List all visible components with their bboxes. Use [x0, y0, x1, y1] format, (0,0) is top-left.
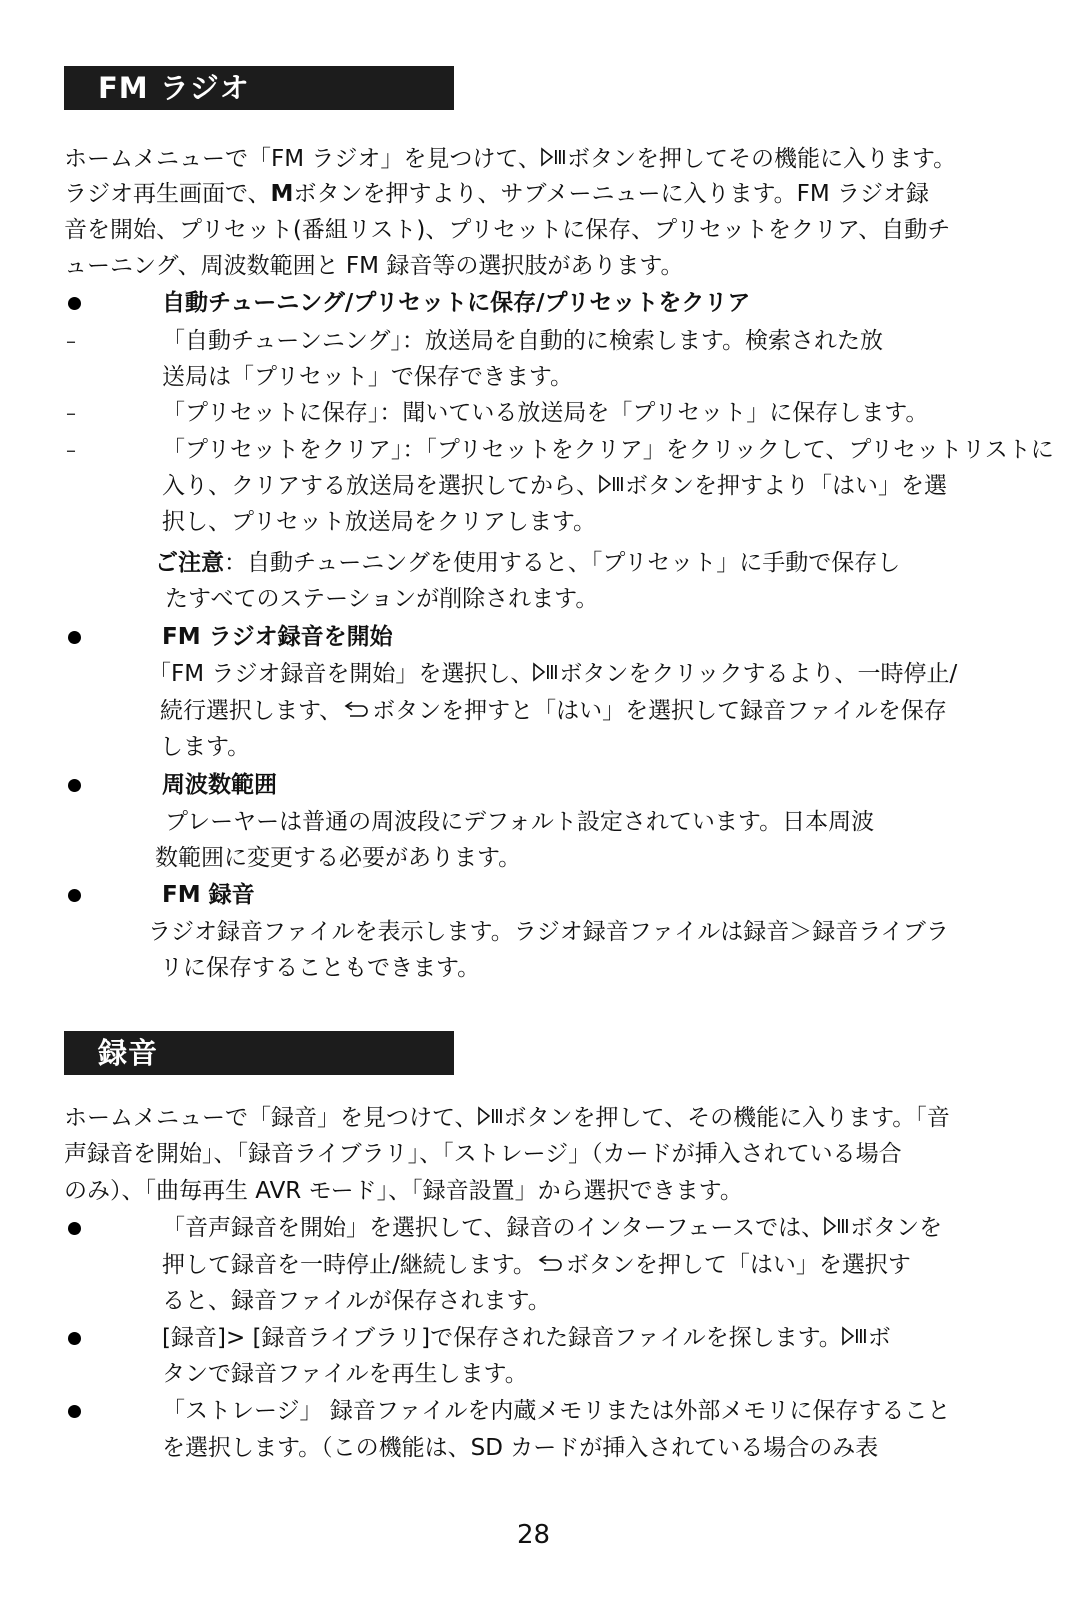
item-line	[160, 693, 947, 730]
text: 続行選択します、	[160, 698, 343, 724]
item-heading: 自動チューニング/プリセットに保存/プリセットをクリア	[162, 290, 751, 316]
item-line: プレーヤーは普通の周波段にデフォルト設定されています。日本周波	[165, 809, 875, 835]
text: ：自動チューニングを使用すると、「プリセット」に手動で保存し	[224, 550, 901, 576]
bullet-icon	[68, 631, 81, 644]
text: ボタンを押して「はい」を選択す	[565, 1252, 911, 1278]
text: [録音]> [録音ライブラリ]で保存された録音ファイルを探します。	[162, 1325, 842, 1351]
item-heading: FM ラジオ録音を開始	[162, 624, 393, 650]
dash-icon: –	[66, 438, 76, 462]
note-line	[155, 545, 900, 581]
paragraph-line: ューニング、周波数範囲と FM 録音等の選択肢があります。	[64, 253, 684, 279]
text: ラジオ再生画面で、	[64, 181, 271, 207]
text: ボタンを押すより「はい」を選	[625, 473, 947, 499]
text: ボタンを押すより、サブメーニューに入ります。FM ラジオ録	[293, 181, 930, 207]
paragraph-line: 音を開始、プリセット(番組リスト)、プリセットに保存、プリセットをクリア、自動チ	[64, 217, 951, 243]
text: ボタンを	[850, 1215, 943, 1241]
item-line: 「自動チューンニング」：放送局を自動的に検索します。検索された放	[162, 328, 884, 354]
play-pause-icon	[824, 1211, 850, 1247]
back-return-icon	[536, 1248, 566, 1284]
item-heading: 周波数範囲	[162, 772, 277, 798]
dash-icon: –	[66, 401, 76, 425]
section-header-fm-radio	[64, 66, 454, 110]
item-line: リに保存することもできます。	[160, 955, 481, 981]
item-line: 「ストレージ」 録音ファイルを内蔵メモリまたは外部メモリに保存すること	[162, 1398, 951, 1424]
item-line: 数範囲に変更する必要があります。	[155, 845, 522, 871]
note-label: ご注意	[155, 550, 224, 576]
paragraph-line: 声録音を開始」、「録音ライブラリ」、「ストレージ」（カードが挿入されている場合	[64, 1141, 902, 1167]
item-line: します。	[160, 734, 251, 760]
text: ホームメニューで「FM ラジオ」を見つけて、	[64, 146, 541, 172]
bullet-icon	[68, 1222, 81, 1235]
bullet-icon	[68, 779, 81, 792]
play-pause-icon	[599, 469, 625, 505]
play-pause-icon	[541, 142, 567, 178]
section-title: FM ラジオ	[98, 71, 250, 105]
paragraph-line	[64, 141, 956, 178]
text: 「FM ラジオ録音を開始」を選択し、	[148, 661, 534, 687]
paragraph-line	[64, 176, 929, 212]
play-pause-icon	[842, 1321, 868, 1357]
item-line: 「プリセットに保存」：聞いている放送局を「プリセット」に保存します。	[162, 400, 929, 426]
paragraph-line	[64, 1100, 950, 1137]
item-heading: FM 録音	[162, 882, 255, 908]
item-line: を選択します。（この機能は、SD カードが挿入されている場合のみ表	[162, 1435, 879, 1461]
text: ボタンをクリックするより、一時停止/	[559, 661, 958, 687]
dash-icon: –	[66, 329, 76, 353]
bullet-icon	[68, 297, 81, 310]
text: ボ	[867, 1325, 891, 1351]
paragraph-line: のみ）、「曲毎再生 AVR モード」、「録音設置」から選択できます。	[64, 1178, 743, 1204]
page-number: 28	[516, 1520, 551, 1550]
item-line: 択し、プリセット放送局をクリアします。	[162, 509, 597, 535]
back-return-icon	[342, 694, 372, 730]
text: ボタンを押すと「はい」を選択して録音ファイルを保存	[372, 698, 947, 724]
text: 「音声録音を開始」を選択して、録音のインターフェースでは、	[162, 1215, 825, 1241]
bullet-icon	[68, 1405, 81, 1418]
bullet-icon	[68, 889, 81, 902]
m-key-label: M	[270, 181, 294, 207]
play-pause-icon	[533, 657, 559, 693]
play-pause-icon	[478, 1101, 504, 1137]
section-header-recording	[64, 1031, 454, 1075]
text: ホームメニューで「録音」を見つけて、	[64, 1105, 478, 1131]
text: ボタンを押してその機能に入ります。	[566, 146, 957, 172]
item-line	[162, 1247, 911, 1284]
item-line: 「プリセットをクリア」：「プリセットをクリア」をクリックして、プリセットリストに	[162, 437, 1054, 463]
section-title: 録音	[98, 1036, 159, 1070]
item-line: ラジオ録音ファイルを表示します。ラジオ録音ファイルは録音＞録音ライブラ	[148, 919, 949, 945]
item-line: 送局は「プリセット」で保存できます。	[162, 364, 574, 390]
text: 入り、クリアする放送局を選択してから、	[162, 473, 599, 499]
item-line	[162, 468, 947, 505]
item-line: ると、録音ファイルが保存されます。	[162, 1288, 551, 1314]
text: 押して録音を一時停止/継続します。	[162, 1252, 536, 1278]
note-line: たすべてのステーションが削除されます。	[165, 586, 599, 612]
text: ボタンを押して、その機能に入ります。「音	[503, 1105, 950, 1131]
item-line	[148, 656, 957, 693]
item-line: タンで録音ファイルを再生します。	[162, 1361, 528, 1387]
item-line	[162, 1320, 891, 1357]
bullet-icon	[68, 1332, 81, 1345]
item-line	[162, 1210, 942, 1247]
